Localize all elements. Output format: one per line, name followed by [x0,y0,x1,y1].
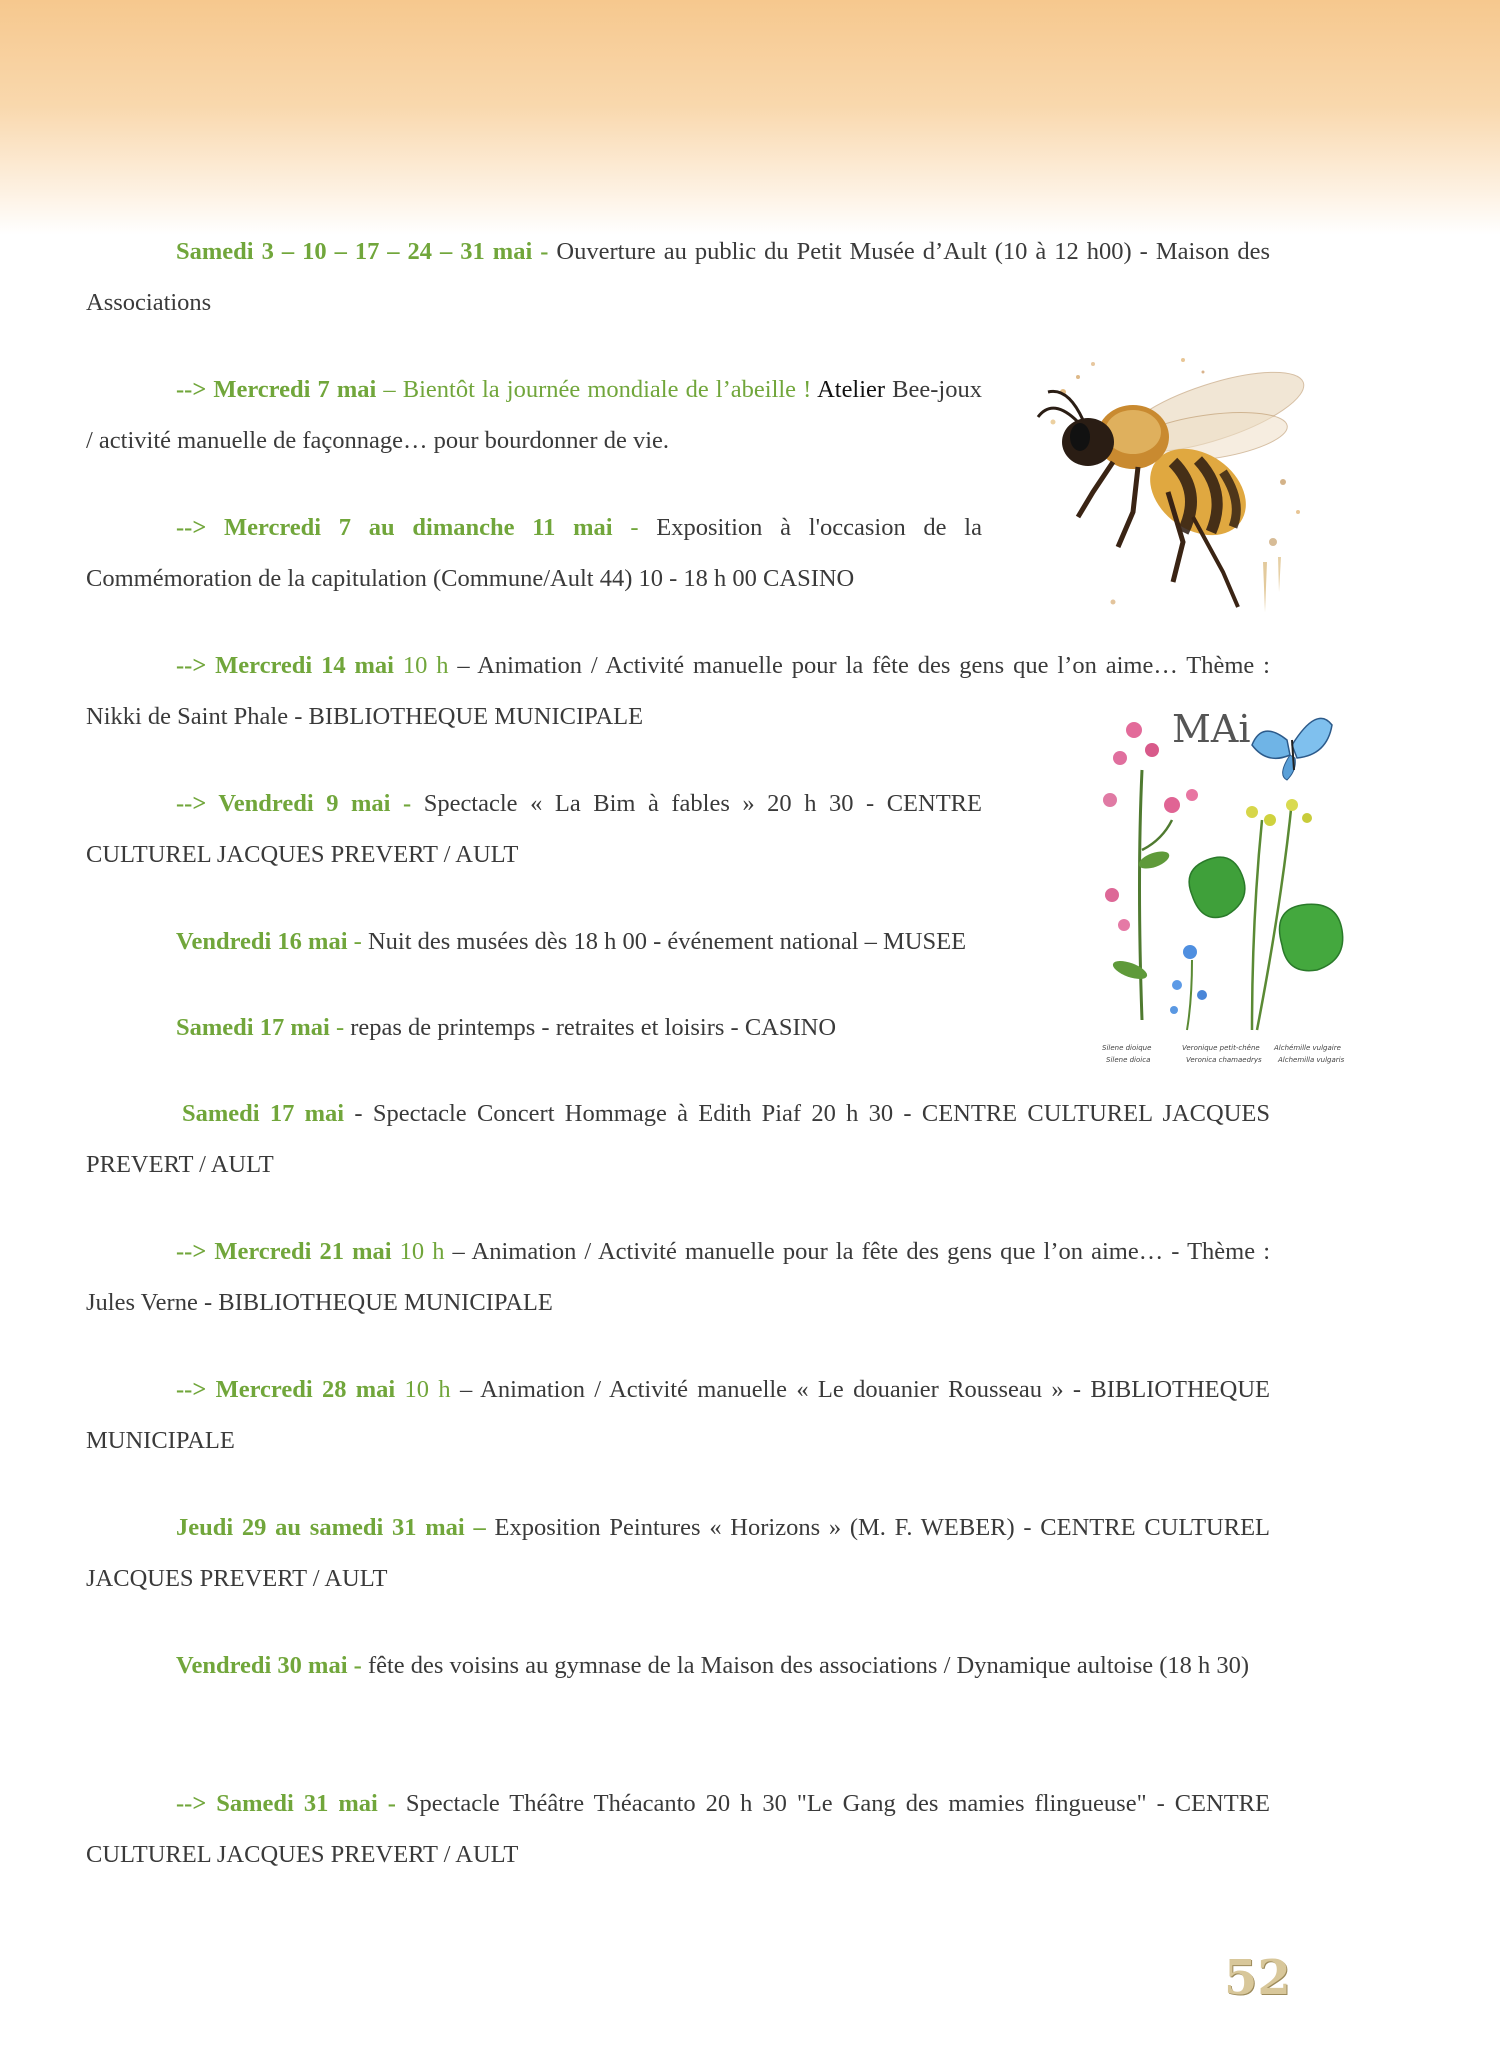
entry-text: repas de printemps - retraites et loisirs - CASINO [350,1014,837,1041]
plant-caption: Alchémille vulgaire [1274,1044,1341,1052]
agenda-entry [86,1088,1270,1190]
plant-caption: Silene dioica [1106,1056,1151,1064]
plant-caption: Alchemilla vulgaris [1278,1056,1345,1064]
entry-subtitle: - [329,1014,351,1041]
butterfly-icon [1252,718,1332,780]
entry-date: Jeudi 29 au samedi 31 mai – [176,1514,486,1541]
header-gradient-band [0,0,1500,235]
entry-date: --> Mercredi 14 mai [176,652,394,679]
entry-text: Exposition Peintures « Horizons » (M. F. WEBER) - CENTRE CULTUREL JACQUES PREVERT / AULT [86,1514,1270,1592]
entry-text: Spectacle « La Bim à fables » 20 h 30 - CENTRE CULTUREL JACQUES PREVERT / AULT [86,790,982,868]
entry-date: --> Mercredi 28 mai [176,1376,396,1403]
entry-time: 10 h [395,1376,451,1403]
plant-caption: Veronica chamaedrys [1186,1056,1262,1064]
entry-date: Samedi 17 mai [182,1100,345,1127]
entry-text: Nuit des musées dès 18 h 00 - événement national – MUSEE [367,928,967,955]
agenda-entry [86,364,982,466]
entry-highlight: Atelier [817,376,886,403]
agenda-entry [86,1502,1270,1604]
plant-caption: Veronique petit-chêne [1182,1044,1260,1052]
agenda-entry [86,1364,1270,1466]
entry-text: – Animation / Activité manuelle pour la fête des gens que l’on aime… Thème : Nikki de Saint Phale - BIBLIOTHEQUE MUNICIPALE [86,652,1270,730]
agenda-entry [86,778,982,880]
red-campion-flower [1103,722,1198,1020]
entry-subtitle: - [612,514,657,541]
entry-date: Samedi 3 – 10 – 17 – 24 – 31 mai - [176,238,549,265]
agenda-entry [86,1002,1061,1053]
entry-date: --> Vendredi 9 mai - [176,790,412,817]
entry-text: fête des voisins au gymnase de la Maison des associations / Dynamique aultoise (18 h 30) [361,1652,1250,1679]
entry-text: - Spectacle Concert Hommage à Edith Piaf 20 h 30 - CENTRE CULTUREL JACQUES PREVERT / AULT [86,1100,1270,1178]
agenda-entry [86,226,1270,328]
entry-date: --> Mercredi 7 mai [176,376,377,403]
entry-text: – Animation / Activité manuelle pour la fête des gens que l’on aime… - Thème : Jules Verne - BIBLIOTHEQUE MUNICIPALE [86,1238,1271,1316]
entry-text: – Animation / Activité manuelle « Le douanier Rousseau » - BIBLIOTHEQUE MUNICIPALE [86,1376,1271,1454]
illustration-title: MAi [1172,707,1251,751]
entry-date: --> Mercredi 7 au dimanche 11 mai [176,514,613,541]
speedwell-flower [1170,945,1207,1030]
entry-text: Spectacle Théâtre Théacanto 20 h 30 "Le Gang des mamies flingueuse" - CENTRE CULTUREL JACQUES PREVERT / AULT [86,1790,1270,1868]
entry-subtitle: – Bientôt la journée mondiale de l’abeille ! [376,376,818,403]
entry-subtitle: - [347,928,368,955]
flowers-butterfly-illustration-icon [1092,700,1350,1076]
entry-date: --> Mercredi 21 mai [176,1238,392,1265]
plant-caption: Silene dioique [1102,1044,1152,1052]
agenda-entry [86,1778,1270,1880]
agenda-entry [86,1640,1270,1691]
entry-date: Vendredi 16 mai [176,928,348,955]
bee-illustration-icon [1033,342,1325,634]
agenda-entry [86,1226,1270,1328]
entry-text: Ouverture au public du Petit Musée d’Ault (10 à 12 h00) - Maison des Associations [86,238,1270,316]
entry-date: --> Samedi 31 mai - [176,1790,396,1817]
entry-text: Exposition à l'occasion de la Commémoration de la capitulation (Commune/Ault 44) 10 - 18 h 00 CASINO [86,514,982,592]
entry-text: Bee-joux / activité manuelle de façonnage… pour bourdonner de vie. [86,376,982,454]
agenda-entry [86,916,1061,967]
lady-mantle-plant [1189,799,1343,1030]
entry-time: 10 h [393,652,449,679]
entry-date: Samedi 17 mai [176,1014,330,1041]
entry-date: Vendredi 30 mai - [176,1652,362,1679]
agenda-entry [86,502,982,604]
entry-time: 10 h [391,1238,445,1265]
page-number: 52 [1224,1950,1291,2006]
